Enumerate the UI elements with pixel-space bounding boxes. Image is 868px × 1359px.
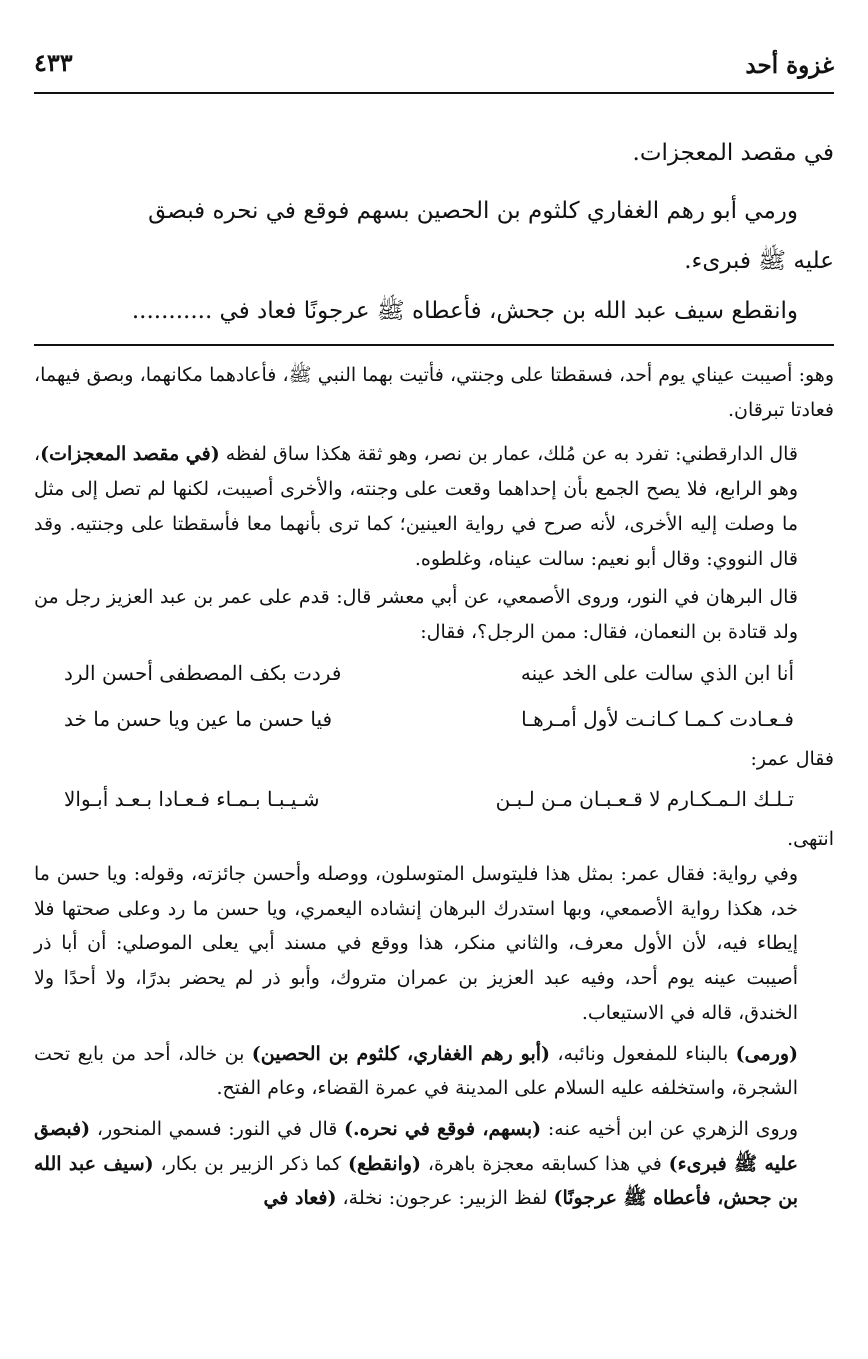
matn-quote: (فبصق عليه ﷺ فبرىء) <box>34 1117 798 1175</box>
text-run: قال في النور: فسمي المنحور، <box>90 1117 345 1140</box>
matn-quote: (فعاد في <box>263 1187 337 1210</box>
text-run: ، وهو الرابع، فلا يصح الجمع بأن إحداهما وقعت على وجنته، والأخرى أصيبت، لكنها لم تصل إلى مثل ما وصلت إليه الأخرى، لأنه صرح في رواية العينين؛ كما ترى بأنهما معا فأسقطتا على وجنتيه. وقد قال النووي: وقال أبو نعيم: سالت عيناه، وغلطوه. <box>34 443 798 570</box>
commentary <box>34 358 834 1216</box>
text-run: في هذا كسابقه معجزة باهرة، <box>421 1152 669 1175</box>
commentary-paragraph: وفي رواية: فقال عمر: بمثل هذا فليتوسل المتوسلون، ووصله وأحسن جائزته، وقوله: ويا حسن ما خد، هكذا رواية الأصمعي، وبها استدرك البرهان إنشاده اليعمري، ويا حسن ما رد وعلى صحتها فلا إيطاء فيه، لأن الأول معرف، والثاني منكر، هذا ووقع في مسند أبي يعلى الموصلي: أن أبا ذر أصيبت عينه يوم أحد، وفيه عبد العزيز بن عمران متروك، وأبو ذر لم يحضر بدرًا، ولا أحدًا ولا الخندق، قاله في الاستيعاب. <box>34 863 798 1024</box>
verse-hemistich: فـعـادت كـمـا كـانـت لأول أمـرهـا <box>521 706 794 731</box>
matn-line: في مقصد المعجزات. <box>632 140 834 166</box>
commentary-paragraph: انتهى. <box>787 828 834 851</box>
matn-quote: (أبو رهم الغفاري، كلثوم بن الحصين) <box>251 1042 550 1065</box>
commentary-paragraph <box>34 1112 834 1216</box>
matn-line: وانقطع سيف عبد الله بن جحش، فأعطاه ﷺ عرجونًا فعاد في ........... <box>131 298 798 324</box>
verse-hemistich: تـلـك الـمـكـارم لا قـعـبـان مـن لـبـن <box>495 787 794 812</box>
matn-line: ورمي أبو رهم الغفاري كلثوم بن الحصين بسهم فوقع في نحره فبصق <box>148 198 798 224</box>
text-run: وروى الزهري عن ابن أخيه عنه: <box>541 1117 798 1140</box>
text-run: كما ذكر الزبير بن بكار، <box>153 1152 348 1175</box>
commentary-paragraph <box>34 1037 834 1106</box>
verse-line <box>34 776 834 822</box>
verse-line <box>34 696 834 742</box>
text-run: لفظ الزبير: عرجون: نخلة، <box>336 1187 554 1210</box>
matn-quote: (ورمى) <box>735 1042 798 1065</box>
text-run: بالبناء للمفعول ونائبه، <box>550 1042 736 1065</box>
matn-quote: (في مقصد المعجزات) <box>40 443 220 466</box>
commentary-rule <box>34 344 834 346</box>
verse-line <box>34 650 834 696</box>
page-header <box>34 48 834 88</box>
text-run: قال الدارقطني: تفرد به عن مُلك، عمار بن نصر، وهو ثقة هكذا ساق لفظه <box>219 443 798 466</box>
verse-hemistich: أنا ابن الذي سالت على الخد عينه <box>520 660 794 685</box>
verse-hemistich: شـيـبـا بـمـاء فـعـادا بـعـد أبـوالا <box>64 787 320 812</box>
text-run: بن خالد، أحد من بايع تحت الشجرة، واستخلفه عليه السلام على المدينة في عمرة القضاء، وعام الفتح. <box>34 1042 798 1100</box>
verse-hemistich: فيا حسن ما عين ويا حسن ما خد <box>64 706 333 731</box>
matn-line: عليه ﷺ فبرىء. <box>684 248 834 274</box>
commentary-paragraph: فقال عمر: <box>750 747 834 770</box>
commentary-paragraph: قال البرهان في النور، وروى الأصمعي، عن أبي معشر قال: قدم على عمر بن عبد العزيز رجل من ولد قتادة بن النعمان، فقال: ممن الرجل؟، فقال: <box>34 586 798 643</box>
commentary-paragraph: وهو: أصيبت عيناي يوم أحد، فسقطتا على وجنتي، فأتيت بهما النبي ﷺ، فأعادهما مكانهما، وبصق فيهما، فعادتا تبرقان. <box>34 364 834 421</box>
matn-quote: (سيف عبد الله بن جحش، فأعطاه ﷺ عرجونًا) <box>34 1152 798 1210</box>
matn-quote: (بسهم، فوقع في نحره.) <box>344 1117 542 1140</box>
matn-quote: (وانقطع) <box>348 1152 422 1175</box>
page-number: ٤٣٣ <box>34 48 73 77</box>
verse-hemistich: فردت بكف المصطفى أحسن الرد <box>64 660 342 685</box>
running-title: غزوة أحد <box>745 52 834 79</box>
header-rule <box>34 92 834 94</box>
main-text <box>34 128 834 336</box>
commentary-paragraph <box>34 437 834 576</box>
